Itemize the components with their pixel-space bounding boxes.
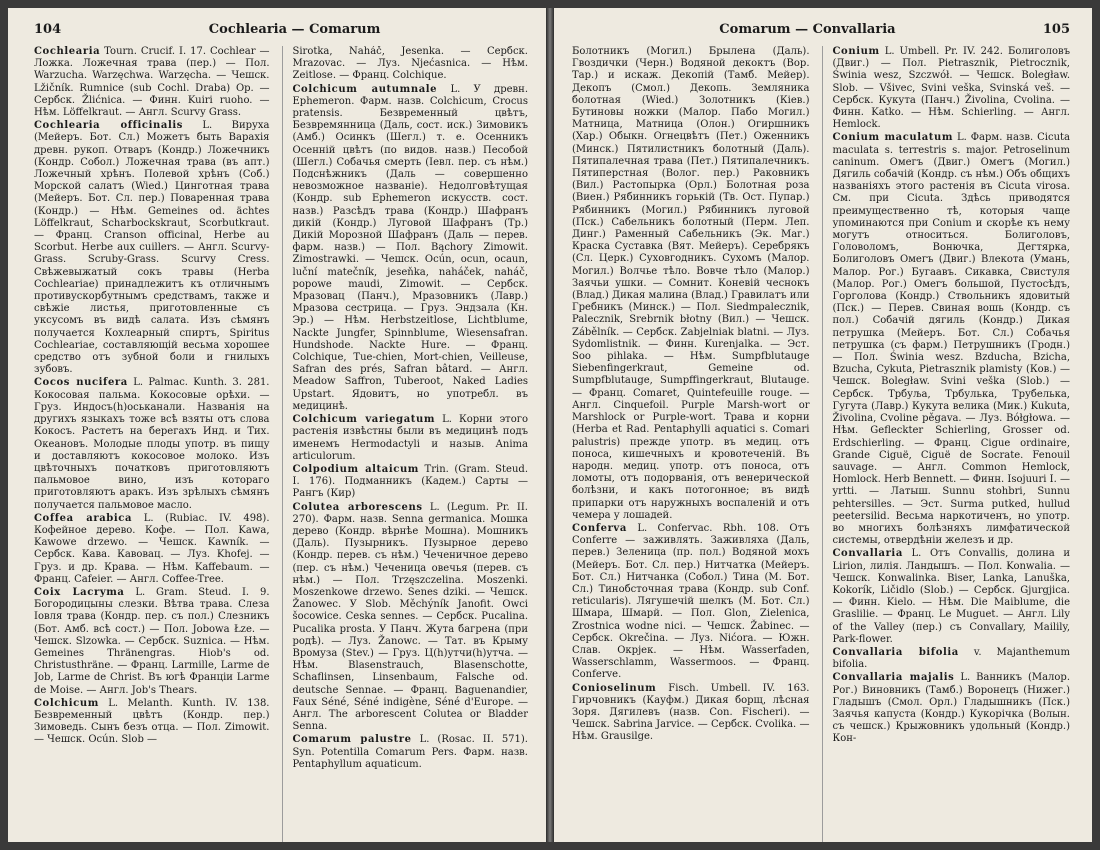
right-running-head: Comarum — Convallaria: [719, 22, 896, 37]
right-column-1: [572, 46, 810, 842]
dictionary-entry: [833, 132, 1071, 547]
entry-text: L. Confervac. Rbh. 108. Отъ Conferre — заживлять. Заживляха (Даль, перев.) Зеленица (пр. пол.) Водяной мохъ (Мейеръ. Бот. Сл. пер.) Нитчатка (Мейеръ. Бот. Сл.) Нитчанка (Собол.) Тина (М. Бот. Сл.) Тинобсточная трава (Кондр. sub Conf. reticularis). Лягушечій шелкъ (М. Бот. Сл.) Шмара, Шмарй. — Пол. Glon, Zielenica, Zrostnica wodne nici. — Чешск. Žabinec. — Сербск. Okrečina. — Луз. Nićora. — Южн. Слав. Окрјек. — Нѣм. Wasserfaden, Wasserschlamm, Wassermoos. — Франц. Conferve.: [572, 522, 810, 681]
entry-headword: Convallaria: [832, 548, 903, 560]
dictionary-entry: [572, 683, 810, 744]
right-page-number: 105: [1042, 22, 1070, 37]
entry-headword: Conium: [832, 46, 880, 57]
entry-text: L. Фарм. назв. Cicuta maculata s. terrestris s. major. Petroselinum caninum. Омегъ (Двиг.) Омегъ (Могил.) Дягиль собачій (Кондр. съ нѣм.) Объ общихъ названіяхъ этого растенія въ Cicuta virosa. См. при Cicuta. Здѣсь приводятся преимущественно тѣ, которыя чаще упоминаются при Conium и скорѣе къ нему могутъ относиться. Болиголовъ, Головоломъ, Вонючка, Дегтярка, Болиголовъ Омегъ (Двиг.) Влекота (Умань, Малор. Рог.) Бугаавъ. Сикавка, Свистуля (Малор. Рог.) Омегъ большой, Пустосѣдъ, Горголова (Кондр.) Ствольникъ ядовитый (Пск.) — Перев. Свиная вошь (Кондр. съ пол.) Собачій дягиль (Кондр.) Дикая петрушка (Мейеръ. Бот. Сл.) Собачья петрушка (съ фарм.) Петрушникъ (Гродн.) — Пол. Świnia wesz. Bzducha, Bzicha, Bzucha, Cykuta, Pietrasznik plamisty (Ков.) — Чешск. Bolegław. Svini veška (Slob.) — Сербск. Трбуља, Трбулька, Трубелька, Гугута (Лавр.) Кукута велика (Мик.) Kukuta, Živolina, Cvoline pěgava. — Луз. Bółgłowa. — Нѣм. Gefleckter Schierling, Grosser od. Erdschierling. — Франц. Cigue ordinaire, Grande Ciguë, Ciguë de Socrate. Fenouil sauvage. — Англ. Common Hemlock, Homlock. Herb Bennett. — Финн. Isojuuri I. — yrtti. — Латыш. Sunnu stohbri, Sunnu pehtersilles. — Эст. Surma putked, hullud peetersilid. Весьма наркотиченъ, но употр. во многихъ болѣзняхъ лимфатической системы, отвердѣніи железъ и др.: [832, 132, 1070, 547]
entry-headword: Colchicum: [34, 697, 99, 709]
left-page-header: [34, 22, 528, 40]
dictionary-entry: [293, 46, 529, 83]
entry-text: L. (Rubiac. IV. 498). Кофейное дерево. Кофе. — Пол. Kawa, Kawowe drzewo. — Чешск. Kawník. — Сербск. Кава. Кавовац. — Луз. Khofej. — Груз. и др. Крава. — Нѣм. Kaffebaum. — Франц. Cafeier. — Англ. Coffee-Tree.: [34, 512, 270, 585]
entry-headword: Colutea arborescens: [292, 501, 423, 513]
dictionary-entry: [293, 734, 529, 771]
entry-text: L. Umbell. Pr. IV. 242. Болиголовъ (Двиг.) — Пол. Pietrasznik, Pietrocznik, Świnia wesz, Szczwół. — Чешск. Bolegław. Slob. — Všivec, Svini veška, Svinská veš. — Сербск. Кукута (Панч.) Živolina, Cvolina. — Финн. Katko. — Нѣм. Schierling. — Англ. Hemlock.: [832, 46, 1070, 131]
entry-text: L. У древн. Ephemeron. Фарм. назв. Colchicum, Crocus pratensis. Безвременный цвѣтъ, Безвремянница (Даль, сост. иск.) Зимовикъ (Амб.) Осинкъ (Шегл.) т. е. Осенникъ Осенній цвѣтъ (по видов. назв.) Песобой (Шегл.) Собачья смерть (Іевл. пер. съ нѣм.) Подснѣжникъ (Даль — совершенно невозможное названіе). Недолговѣтущая (Кондр. sub Ephemeron искусств. сост. назв.) Разсѣдъ трава (Кондр.) Шафранъ дикій (Кондр.) Луговой Шафранъ (Тр.) Дикій Морозной Шафранъ (Даль — перев. фарм. назв.) — Пол. Bąchory Zimowit. Zimostrawki. — Чешск. Ocún, ocun, ocaun, luční matečník, jeseňka, naháček, naháč, popowe maudi, Zimowit. — Сербск. Мразовац (Панч.), Мразовникъ (Лавр.) Мразова сестрица. — Груз. Эндзала (Кн. Эр.) — Нѣм. Herbstzeitlose, Lichtblume, Nackte Jungfer, Spinnblume, Wiesensafran. Hundshode. Nackte Hure. — Франц. Colchique, Tue-chien, Mort-chien, Veilleuse, Safran des prés, Safran bâtard. — Англ. Meadow Saffron, Tuberoot, Naked Ladies Upstart. Ядовитъ, но употребл. въ медицинѣ.: [292, 83, 528, 412]
entry-headword: Cochlearia officinalis: [34, 120, 183, 132]
entry-headword: Colpodium altaicum: [292, 463, 419, 475]
entry-headword: Conferva: [572, 522, 627, 534]
entry-headword: Cochlearia: [34, 46, 101, 57]
dictionary-entry: [572, 523, 810, 682]
dictionary-entry: [572, 46, 810, 522]
entry-text: L. Отъ Convallis, долина и Lirion, лилія. Ландышъ. — Пол. Konwalia. — Чешск. Konwalinka. Biser, Lanka, Lanuška, Kokorík, Ličidlo (Slob.) — Сербск. Gjurgjica. — Финн. Kielo. — Нѣм. Die Maiblume, die Graslilie. — Франц. Le Muguet. — Англ. Lily of the Valley (пер.) съ Convallary, Mailily, Park-flower.: [832, 548, 1070, 645]
entry-headword: Conioselinum: [572, 682, 657, 694]
right-page-header: [572, 22, 1070, 40]
entry-headword: Convallaria majalis: [832, 672, 955, 684]
entry-headword: Colchicum autumnale: [292, 83, 438, 95]
dictionary-entry: [293, 84, 529, 413]
entry-text: L. Корни этого растенія извѣстны были въ медицинѣ подъ именемъ Hermodactyli и назыв. Anima articulorum.: [292, 414, 528, 462]
right-column-2: [822, 46, 1071, 842]
left-page-number: 104: [34, 22, 62, 37]
entry-text: Trin. (Gram. Steud. I. 176). Подманникъ (Кадем.) Сарты — Рангъ (Кир): [292, 463, 528, 500]
entry-text: Tourn. Crucif. I. 17. Cochlear — Ложка. Ложечная трава (пер.) — Пол. Warzucha. Warzęchwa. Warzęcha. — Чешск. Lžičník. Rumnice (sub Cochl. Draba) Op. — Сербск. Žlićnica. — Финн. Kuiri ruoho. — Нѣм. Löffelkraut. — Англ. Scurvy Grass.: [34, 46, 270, 119]
book-gutter: [546, 8, 554, 842]
left-column-2: [282, 46, 529, 842]
entry-headword: Cocos nucifera: [34, 377, 128, 389]
left-running-head: Cochlearia — Comarum: [208, 22, 381, 37]
entry-text: L. (Rosac. II. 571). Syn. Potentilla Comarum Pers. Фарм. назв. Pentaphyllum aquaticum.: [292, 734, 528, 770]
entry-headword: Comarum palustre: [292, 734, 412, 746]
entry-text: L. Melanth. Kunth. IV. 138. Безвременный цвѣтъ (Кондр. пер.) Зимоведь. Сынъ безъ отца. — Пол. Zimowit. — Чешск. Ocún. Slob —: [34, 697, 270, 746]
left-column-1: [34, 46, 270, 842]
dictionary-entry: [293, 414, 529, 463]
dictionary-entry: [34, 698, 270, 747]
entry-text: L. Ванникъ (Малор. Рог.) Виновникъ (Тамб.) Воронецъ (Нижег.) Гладышъ (Смол. Орл.) Гладышникъ (Пск.) Заячья капуста (Кондр.) Кукорічка (Волын. съ чешск.) Крыжовникъ удольный (Кондр.) Кон-: [832, 672, 1070, 745]
dictionary-entry: [34, 377, 270, 511]
dictionary-entry: [833, 548, 1071, 646]
entry-text: v. Majanthemum bifolia.: [832, 646, 1070, 671]
right-page: [554, 8, 1092, 842]
entry-headword: Coffea arabica: [34, 512, 133, 524]
entry-text: Болотникъ (Могил.) Брылена (Даль). Гвоздички (Черн.) Водяной декоктъ (Вор. Тар.) и искаж. Декопій (Тамб. Мейер). Декопъ (Смол.) Декопь. Земляника болотная (Wied.) Золотникъ (Кіев.) Бутиновы ножки (Малор. Пабо Могил.) Матница, Матница (Олон.) Огиршникъ (Хар.) Обыкн. Огнецвѣтъ (Пет.) Оженникъ (Минск.) Пятилистникъ болотный (Даль). Пятипалечная трава (Пет.) Пятипалечникъ. Пятиперстная (Волог. пер.) Раковникъ (Вил.) Растопырка (Орл.) Болотная роза (Виен.) Рябинникъ горькій (Тв. Ост. Пупар.) Рябинникъ (Могил.) Рябинникъ луговой (Пск.) Сабельникъ болотный (Перм. Леп. Динг.) Раменный Сабельникъ (Эк. Маг.) Краска Суставка (Вят. Мейеръ). Серебрякъ (Сл. Церк.) Суховгодникъ. Сухомъ (Малор. Могил.) Волчье тѣло. Вовче тѣло (Малор.) Заячьи ушки. — Сомнит. Коневій чеснокъ (Влад.) Дикая малина (Влад.) Гравилатъ или Гребникъ (Минск.) — Пол. Siedmpalecznik, Palecznik, Srebrnik błotny (Вил.) — Чешск. Zábělník. — Сербск. Zabjelniak blatni. — Луз. Sydomlistnik. — Финн. Kurenjalka. — Эст. Soo pihlaka. — Нѣм. Sumpfblutauge Siebenfingerkraut, Gemeine od. Sumpfblutauge, Sumpffingerkraut, Blutauge. — Франц. Comaret, Quintefeuille rouge. — Англ. Cinquefoil. Purple Marsh-wort or Marshlock or Purple-wort. Трава и корни (Herba et Rad. Pentaphylli aquatici s. Comari palustris) прежде употр. въ медиц. отъ поноса, кишечныхъ и кровотеченій. Въ народн. медиц. употр. отъ поноса, отъ ломоты, отъ подорванія, отъ венерической болѣзни, и какъ потогонное; въ видѣ припарки отъ наружныхъ воспаленій и отъ чемера у лошадей.: [572, 46, 810, 521]
entry-headword: Conium maculatum: [832, 132, 954, 144]
entry-text: L. Вируха (Мейеръ. Бот. Сл.) Можетъ быть Варахія древн. рукоп. Отваръ (Кондр.) Ложечникъ (Кондр. Собол.) Ложечная трава (въ апт.) Ложечный хрѣнъ. Полевой хрѣнъ (Соб.) Морской салатъ (Wied.) Цинготная трава (Мейеръ. Бот. Сл. пер.) Поваренная трава (Кондр.) — Нѣм. Gemeines od. ächtes Löffelkraut, Scharbockskraut, Scorbutkraut. — Франц. Cranson officinal, Herbe au Scorbut. Herbe aux cuillers. — Англ. Scurvy-Grass. Scruby-Grass. Scurvy Cress. Свѣжевыжатый сокъ травы (Herba Cochleariae) принадлежитъ къ отличнымъ противускорбутнымъ средствамъ, также и свѣжіе листья, приготовленные съ уксусомъ въ видѣ салата. Изъ сѣмянъ получается Кохлеарный спиртъ, Spiritus Cochleariae, составляющій весьма хорошее средство отъ зубной боли и гнилыхъ зубовъ.: [34, 120, 270, 376]
entry-text: Sirotka, Naháč, Jesenka. — Сербск. Mrazovac. — Луз. Njećasnica. — Нѣм. Zeitlose. — Франц. Colchique.: [292, 46, 528, 82]
entry-text: Fisch. Umbell. IV. 163. Гирчовникъ (Кауфм.) Дикая борщ, лѣсная Зоря. Дягилевъ (назв. Con. Fischeri). — Чешск. Sabrina Jarvice. — Сербск. Cvolika. — Нѣм. Grausilge.: [572, 682, 810, 743]
left-page: [8, 8, 546, 842]
entry-text: L. Gram. Steud. I. 9. Богородицыны слезки. Вѣтва трава. Слеза Іовля трава (Кондр. пер. съ пол.) Слезникъ (Бот. Амб. всѣ сост.) — Пол. Jobowa Łze. — Чешск. Slzowka. — Сербск. Suznica. — Нѣм. Gemeines Thränengras. Hiob's od. Christusthräne. — Франц. Larmille, Larme de Job, Larme de Christ. Въ югѣ Франціи Larme de Moise. — Англ. Job's Thears.: [34, 586, 270, 696]
dictionary-entry: [34, 513, 270, 586]
dictionary-entry: [293, 464, 529, 501]
entry-headword: Coix Lacryma: [34, 586, 125, 598]
entry-text: L. (Legum. Pr. II. 270). Фарм. назв. Senna germanica. Мошка дерево (Кондр. вѣрнѣе Мошна). Мошникъ (Даль). Пузырникъ. Пузырное дерево (Кондр. перев. съ нѣм.) Чеченичное дерево (пер. съ нѣм.) Чеченица овечья (перев. съ нѣм.) — Пол. Trzęszczelina. Moszenki. Moszenkowe drzewo. Senes dziki. — Чешск. Žanowec. У Slob. Měchýník Janofit. Owci šocowice. Ceska sennes. — Сербск. Pucalina. Pucalika prosta. У Панч. Жута багрена (при родѣ). — Луз. Žanowc. — Тат. въ Крыму Вромуза (Stev.) — Груз. Ц(h)утчи(h)утча. — Нѣм. Blasenstrauch, Blasenschotte, Schaflinsen, Linsenbaum, Falsche od. deutsche Sennae. — Франц. Baguenandier, Faux Séné, Séné indigène, Séné d'Europe. — Англ. The arborescent Colutea or Bladder Senna.: [292, 501, 528, 733]
entry-text: L. Palmac. Kunth. 3. 281. Кокосовая пальма. Кокосовые орѣхи. — Груз. Индосъ(h)оськанали. Названія на другихъ языкахъ тоже всѣ взяты отъ слова Кокосъ. Растетъ на берегахъ Инд. и Тих. Океановъ. Молодые плоды употр. въ пищу и доставляютъ кокосовое молоко. Изъ цвѣточныхъ початковъ приготовляютъ пальмовое вино, изъ котораго приготовляютъ аракъ. Изъ зрѣлыхъ сѣмянъ получается пальмовое масло.: [34, 377, 270, 511]
dictionary-entry: [34, 587, 270, 697]
entry-headword: Convallaria bifolia: [832, 646, 959, 658]
dictionary-entry: [833, 647, 1071, 671]
dictionary-entry: [34, 46, 270, 119]
dictionary-entry: [833, 46, 1071, 131]
entry-headword: Colchicum variegatum: [292, 414, 436, 426]
dictionary-entry: [293, 502, 529, 734]
dictionary-entry: [34, 120, 270, 376]
dictionary-entry: [833, 672, 1071, 745]
